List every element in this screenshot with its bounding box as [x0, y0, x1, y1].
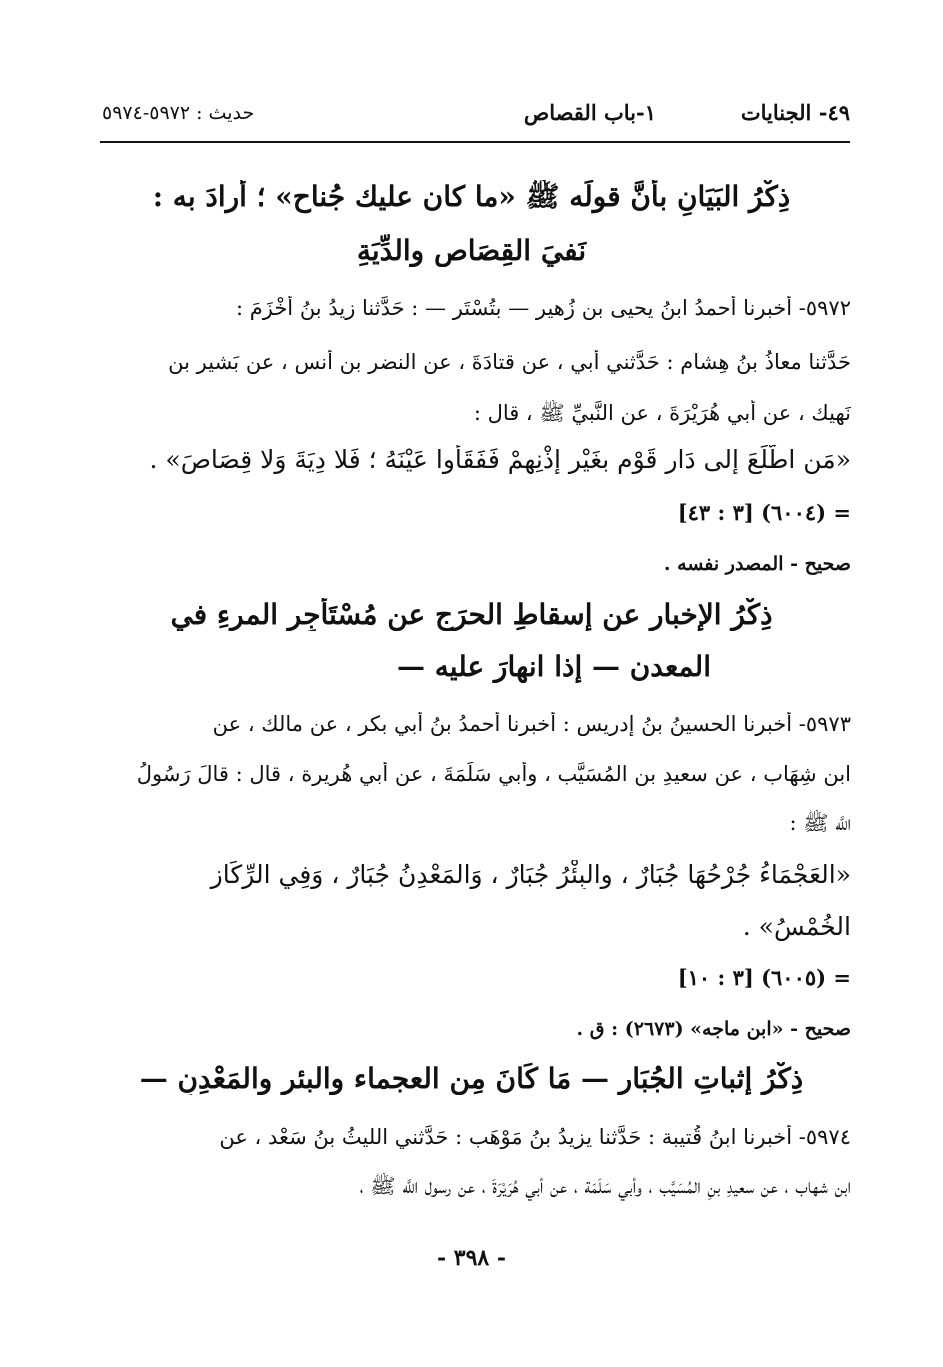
section-heading: ذِكْرُ إثباتِ الجُبَارِ — مَا كَانَ مِن العجماء والبئر والمَعْدِنِ — [139, 1062, 804, 1095]
hadith-isnad-line: حَدَّثنا معاذُ بنُ هِشام : حَدَّثني أبي ، عن قتادَةَ ، عن النضر بن أنس ، عن بَشير بن [168, 350, 851, 374]
section-heading: ذِكْرُ البَيَانِ بأنَّ قولَه ﷺ «ما كان عليك جُناح» ؛ أرادَ به : [152, 180, 791, 213]
running-header [100, 100, 850, 134]
section-heading: المعدن — إذا انهارَ عليه — [396, 650, 711, 683]
hadith-reference: = (٦٠٠٥) [٣ : ١٠] [677, 965, 851, 990]
hadith-range: حديث : ٥٩٧٢-٥٩٧٤ [102, 102, 255, 124]
hadith-isnad-line: ابن شِهَاب ، عن سعيدِ بنِ المُسَيَّب ، وأبي سَلَمَةَ ، عن أَبي هُريرة ، قال : قالَ رَسُولُ [136, 762, 851, 786]
section-heading: نَفيَ القِصَاصِ والدِّيَةِ [356, 234, 587, 267]
hadith-isnad-line: ابن شهاب ، عن سعيدِ بنِ المُسَيَّب ، وأبي سَلَمَة ، عن أبي هُرَيْرَةَ ، عن رسول اللَّه ﷺ ، [359, 1174, 851, 1198]
section-heading: ذِكْرُ الإخبارِ عن إسقاطِ الحرَجِ عن مُسْتَأجِرِ المرءِ في [170, 598, 773, 631]
header-rule [100, 141, 850, 143]
hadith-isnad-line: اللَّه ﷺ : [789, 811, 851, 835]
page-number: - ٣٩٨ - [436, 1245, 507, 1271]
chapter-title: ٤٩- الجنايات [740, 100, 850, 125]
hadith-isnad-line: ٥٩٧٢- أخبرنا أحمدُ ابنُ يحيى بن زُهير — بتُسْتَر — : حَدَّثنا زيدُ بنُ أَخْزَمَ : [235, 296, 851, 320]
hadith-reference: = (٦٠٠٤) [٣ : ٤٣] [677, 500, 851, 525]
hadith-grade: صحيح - «ابن ماجه» (٢٦٧٣) : ق . [576, 1018, 851, 1040]
hadith-text: «العَجْمَاءُ جُرْحُهَا جُبَارٌ ، والبِئْرُ جُبَارٌ ، وَالمَعْدِنُ جُبَارٌ ، وَفِي الرِّكَازِ [210, 860, 851, 889]
hadith-grade: صحيح - المصدر نفسه . [663, 553, 851, 575]
hadith-text: الخُمْسُ» . [742, 912, 851, 941]
hadith-isnad-line: ٥٩٧٣- أخبرنا الحسينُ بنُ إدريس : أخبرنا أحمدُ بنُ أبي بكر ، عن مالك ، عن [212, 712, 851, 736]
hadith-text: «مَن اطَّلَعَ إلى دَارِ قَوْمٍ بغَيْرِ إذْنِهِمْ فَفَقَأُوا عَيْنَهُ ؛ فَلا دِيَةَ وَلا قِصَاصَ» . [149, 445, 851, 474]
bab-title: ١-باب القصاص [523, 100, 656, 125]
hadith-isnad-line: نَهيك ، عن أبي هُرَيْرَةَ ، عن النَّبيِّ ﷺ ، قال : [473, 401, 851, 425]
hadith-isnad-line: ٥٩٧٤- أخبرنا ابنُ قُتيبة : حَدَّثنا يزيدُ بنُ مَوْهَب : حَدَّثني الليثُ بنُ سَعْد ، عن [219, 1125, 851, 1149]
